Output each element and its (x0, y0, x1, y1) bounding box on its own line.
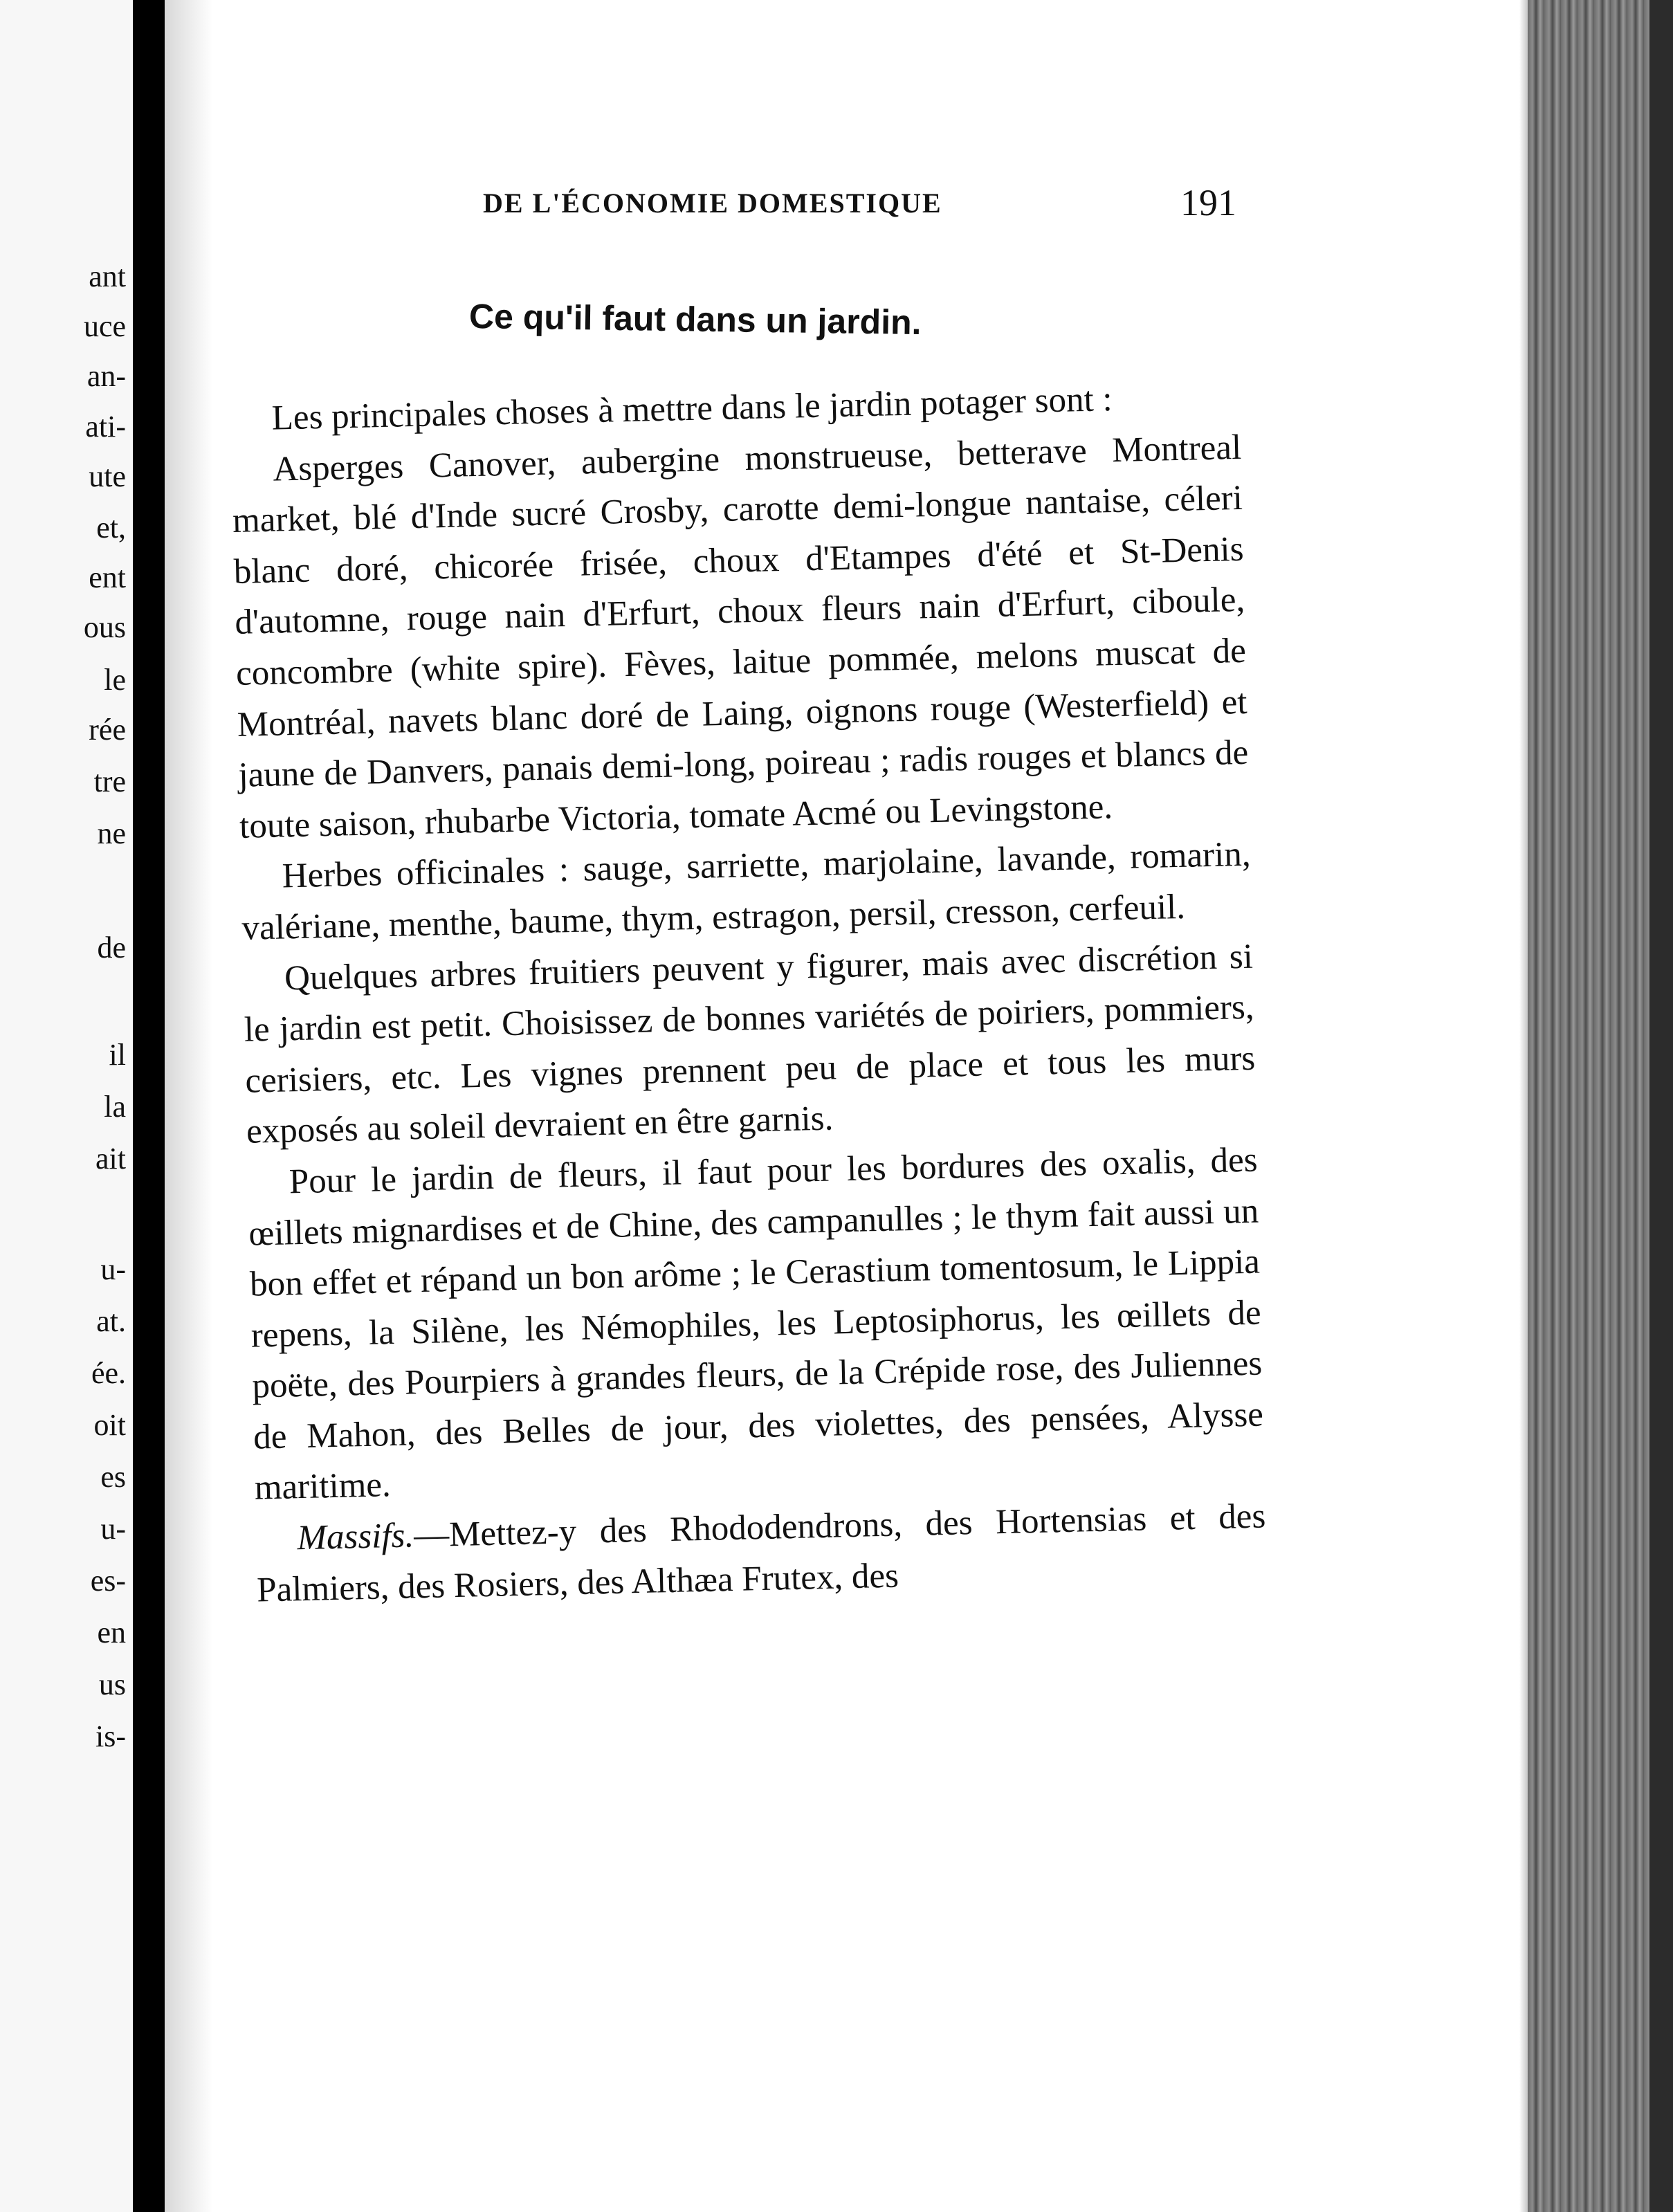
left-page-line: tre (93, 765, 126, 798)
paragraph: Pour le jardin de fleurs, il faut pour les bordures des oxalis, des œillets mignardises et de Chine, des campanulles ; le thym fait aussi un bon effet et répand un bon arôme ; le Cerastium tomentosum, le Lippia repens, la Silène, les Némophiles, les Leptosiphorus, les œillets de poëte, des Pourpiers à grandes fleurs, de la Crépide rose, des Juliennes de Mahon, des Belles de jour, des violettes, des pensées, Alysse maritime. (248, 1140, 1264, 1508)
section-title: Ce qu'il faut dans un jardin. (468, 297, 922, 342)
left-page-line: ée. (91, 1356, 126, 1390)
left-page-line: en (97, 1616, 126, 1649)
left-page-line: le (104, 663, 126, 697)
paragraph: Asperges Canover, aubergine monstrueuse, betterave Montreal market, blé d'Inde sucré Crosby, carotte demi-longue nantaise, céleri blanc doré, chicorée frisée, choux d'Etampes d'été et St-Denis d'automne, rouge nain d'Erfurt, choux fleurs nain d'Erfurt, ciboule, concombre (white spire). Fèves, laitue pommée, melons muscat de Montréal, navets blanc doré de Laing, oignons rouge (Westerfield) et jaune de Danvers, panais demi-long, poireau ; radis rouges et blancs de toute saison, rhubarbe Victoria, tomate Acmé ou Levingstone. (232, 428, 1249, 846)
left-page-line: ant (89, 259, 126, 293)
left-page-line: is- (95, 1719, 126, 1753)
massifs-lead: Massifs. (296, 1516, 414, 1558)
left-page-fragment (0, 0, 133, 2212)
paragraph: Les principales choses à mettre dans le jardin potager sont : (271, 380, 1113, 438)
left-page-line: uce (83, 309, 126, 343)
left-page-line: et, (96, 511, 126, 545)
gutter-shadow (165, 0, 213, 2212)
left-page-line: il (109, 1038, 126, 1072)
paragraph: Quelques arbres fruitiers peuvent y figurer, mais avec discrétion si le jardin est petit. Choisissez de bonnes variétés de poiriers, pommiers, cerisiers, etc. Les vignes prennent peu de place et tous les murs exposés au soleil devraient en être garnis. (244, 937, 1256, 1152)
book-page (213, 0, 1519, 2212)
massifs-text: —Mettez-y des Rhododendrons, des Hortensias et des Palmiers, des Rosiers, des Althæa Frutex, des (256, 1497, 1266, 1610)
left-page-line: ati- (85, 410, 126, 444)
left-page-line: de (97, 931, 126, 965)
left-page-line: an- (86, 359, 126, 393)
left-page-line: ent (89, 560, 126, 594)
left-page-line: ne (97, 816, 126, 850)
page-stack-end (1649, 0, 1673, 2212)
page-number: 191 (1180, 182, 1236, 223)
left-page-line: u- (100, 1252, 126, 1286)
left-page-line: oit (93, 1408, 126, 1442)
book-gutter (133, 0, 165, 2212)
left-page-line: u- (100, 1512, 126, 1546)
left-page-line: ous (83, 610, 126, 644)
left-page-line: ait (95, 1142, 126, 1176)
left-page-line: es- (90, 1564, 126, 1598)
left-page-line: la (104, 1090, 126, 1124)
body-text (230, 372, 1268, 1616)
left-page-line: ute (89, 459, 126, 493)
running-head: DE L'ÉCONOMIE DOMESTIQUE (483, 188, 942, 219)
left-page-line: us (98, 1667, 126, 1701)
left-page-line: rée (89, 713, 126, 747)
paragraph: Herbes officinales : sauge, sarriette, marjolaine, lavande, romarin, valériane, menthe, baume, thym, estragon, persil, cresson, cerfeuil. (241, 835, 1252, 948)
left-page-line: at. (96, 1304, 126, 1338)
left-page-line: es (100, 1460, 126, 1494)
